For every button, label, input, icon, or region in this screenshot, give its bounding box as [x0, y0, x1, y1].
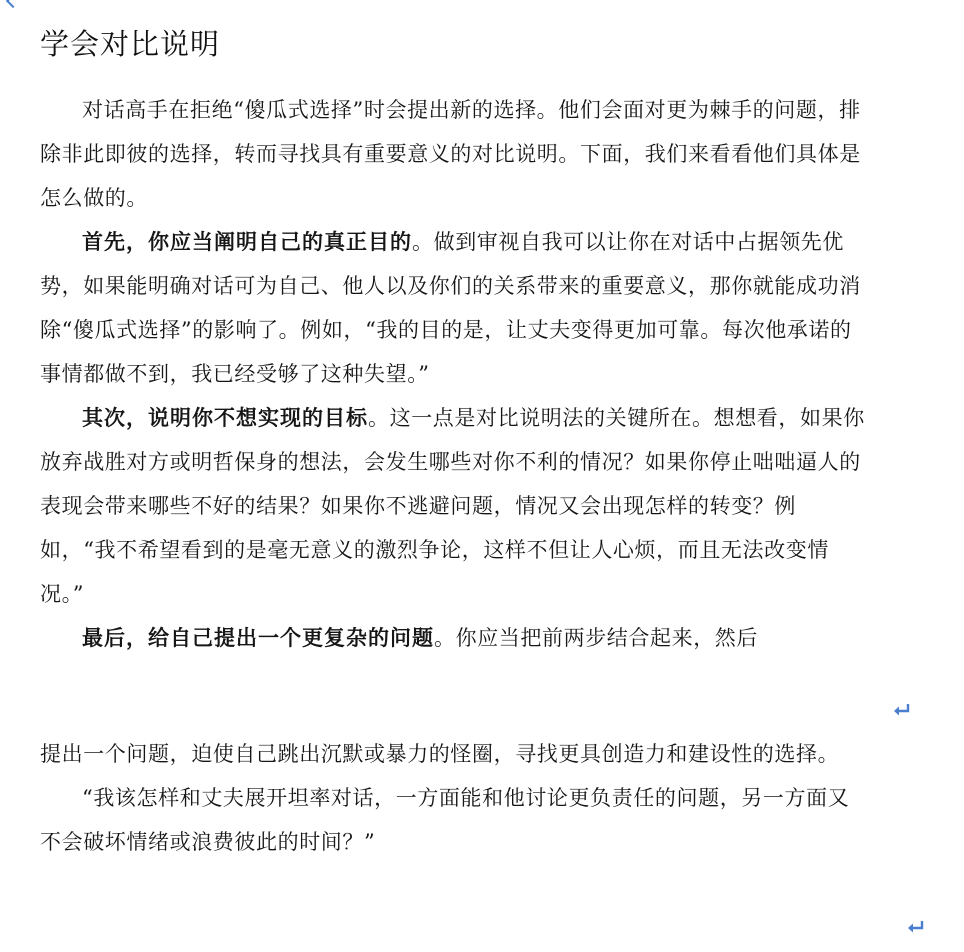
step-two-text: 。这一点是对比说明法的关键所在。想想看，如果你放弃战胜对方或明哲保身的想法，会发生哪些对你不利的情况？如果你停止咄咄逼人的表现会带来哪些不好的结果？如果你不逃避问题，情况又会出现怎样的转变？例如，“我不希望看到的是毫无意义的激烈争论，这样不但让人心烦，而且无法改变情况。” [40, 406, 865, 606]
step-one-text: 。做到审视自我可以让你在对话中占据领先优势，如果能明确对话可为自己、他人以及你们的关系带来的重要意义，那你就能成功消除“傻瓜式选择”的影响了。例如，“我的目的是，让丈夫变得更加可靠。每次他承诺的事情都做不到，我已经受够了这种失望。” [40, 230, 861, 386]
step-two-lead: 其次，说明你不想实现的目标 [82, 406, 368, 430]
step-three-text: 。你应当把前两步结合起来，然后 [434, 626, 758, 650]
return-arrow-icon [907, 920, 925, 934]
paragraph-step-two [40, 396, 866, 616]
section-heading: 学会对比说明 [40, 27, 221, 61]
paragraph-continuation [40, 732, 866, 776]
paragraph-step-three [40, 616, 866, 660]
body-text-upper [40, 88, 866, 660]
return-arrow-icon [893, 703, 911, 717]
continuation-text: 提出一个问题，迫使自己跳出沉默或暴力的怪圈，寻找更具创造力和建设性的选择。 [40, 742, 840, 766]
paragraph-intro [40, 88, 866, 220]
quote-text: “我该怎样和丈夫展开坦率对话，一方面能和他讨论更负责任的问题，另一方面又不会破坏情绪或浪费彼此的时间？” [40, 786, 850, 854]
paragraph-quote [40, 776, 866, 864]
corner-chevron-icon [6, 0, 20, 8]
step-three-lead: 最后，给自己提出一个更复杂的问题 [82, 626, 434, 650]
paragraph-intro-text: 对话高手在拒绝“傻瓜式选择”时会提出新的选择。他们会面对更为棘手的问题，排除非此即彼的选择，转而寻找具有重要意义的对比说明。下面，我们来看看他们具体是怎么做的。 [40, 98, 861, 210]
step-one-lead: 首先，你应当阐明自己的真正目的 [82, 230, 412, 254]
body-text-lower [40, 732, 866, 864]
paragraph-step-one [40, 220, 866, 396]
